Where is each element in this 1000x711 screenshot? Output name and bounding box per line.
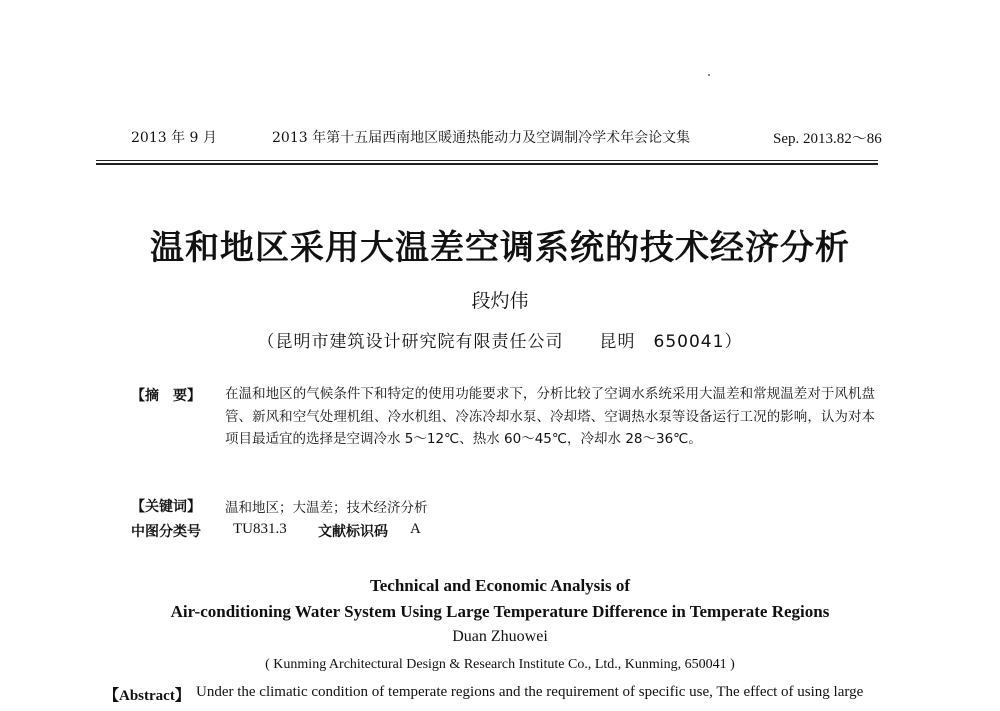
abstract-cn-text: 在温和地区的气候条件下和特定的使用功能要求下，分析比较了空调水系统采用大温差和常规温差对于风机盘管、新风和空气处理机组、冷水机组、冷冻冷却水泵、冷却塔、空调热水泵等设备运行工况的影响，认为对本项目最适宜的选择是空调冷水 5～12℃、热水 60～45℃，冷却水 28～36℃。 bbox=[225, 386, 875, 447]
header-rule-thick bbox=[96, 163, 878, 165]
scan-speck bbox=[708, 74, 710, 76]
author-en: Duan Zhuowei bbox=[452, 628, 548, 645]
header-rule-thin bbox=[96, 160, 878, 161]
abstract-en-label: 【Abstract】 bbox=[104, 688, 190, 704]
affiliation-en: ( Kunming Architectural Design & Research Institute Co., Ltd., Kunming, 650041 ) bbox=[265, 657, 735, 672]
keywords-text: 温和地区；大温差；技术经济分析 bbox=[225, 500, 428, 516]
document-code-label: 文献标识码 bbox=[318, 524, 388, 540]
author-cn: 段灼伟 bbox=[471, 290, 529, 312]
abstract-en-text: Under the climatic condition of temperate regions and the requirement of specific use, The effect of using large bbox=[196, 684, 864, 700]
classification-label: 中图分类号 bbox=[131, 524, 201, 540]
document-code: A bbox=[410, 521, 421, 537]
paper-title-en-line2: Air-conditioning Water System Using Large Temperature Difference in Temperate Regions bbox=[170, 602, 830, 621]
paper-title-cn: 温和地区采用大温差空调系统的技术经济分析 bbox=[150, 228, 850, 268]
header-date: 2013 年 9 月 bbox=[131, 130, 217, 146]
abstract-cn-label: 【摘 要】 bbox=[131, 388, 201, 404]
classification-code: TU831.3 bbox=[233, 521, 287, 537]
paper-title-en-line1: Technical and Economic Analysis of bbox=[369, 576, 631, 595]
keywords-label: 【关键词】 bbox=[131, 499, 201, 515]
header-proceedings: 2013 年第十五届西南地区暖通热能动力及空调制冷学术年会论文集 bbox=[272, 130, 691, 146]
affiliation-cn: （昆明市建筑设计研究院有限责任公司 昆明 650041） bbox=[257, 332, 743, 352]
header-pages: Sep. 2013.82～86 bbox=[773, 131, 882, 147]
